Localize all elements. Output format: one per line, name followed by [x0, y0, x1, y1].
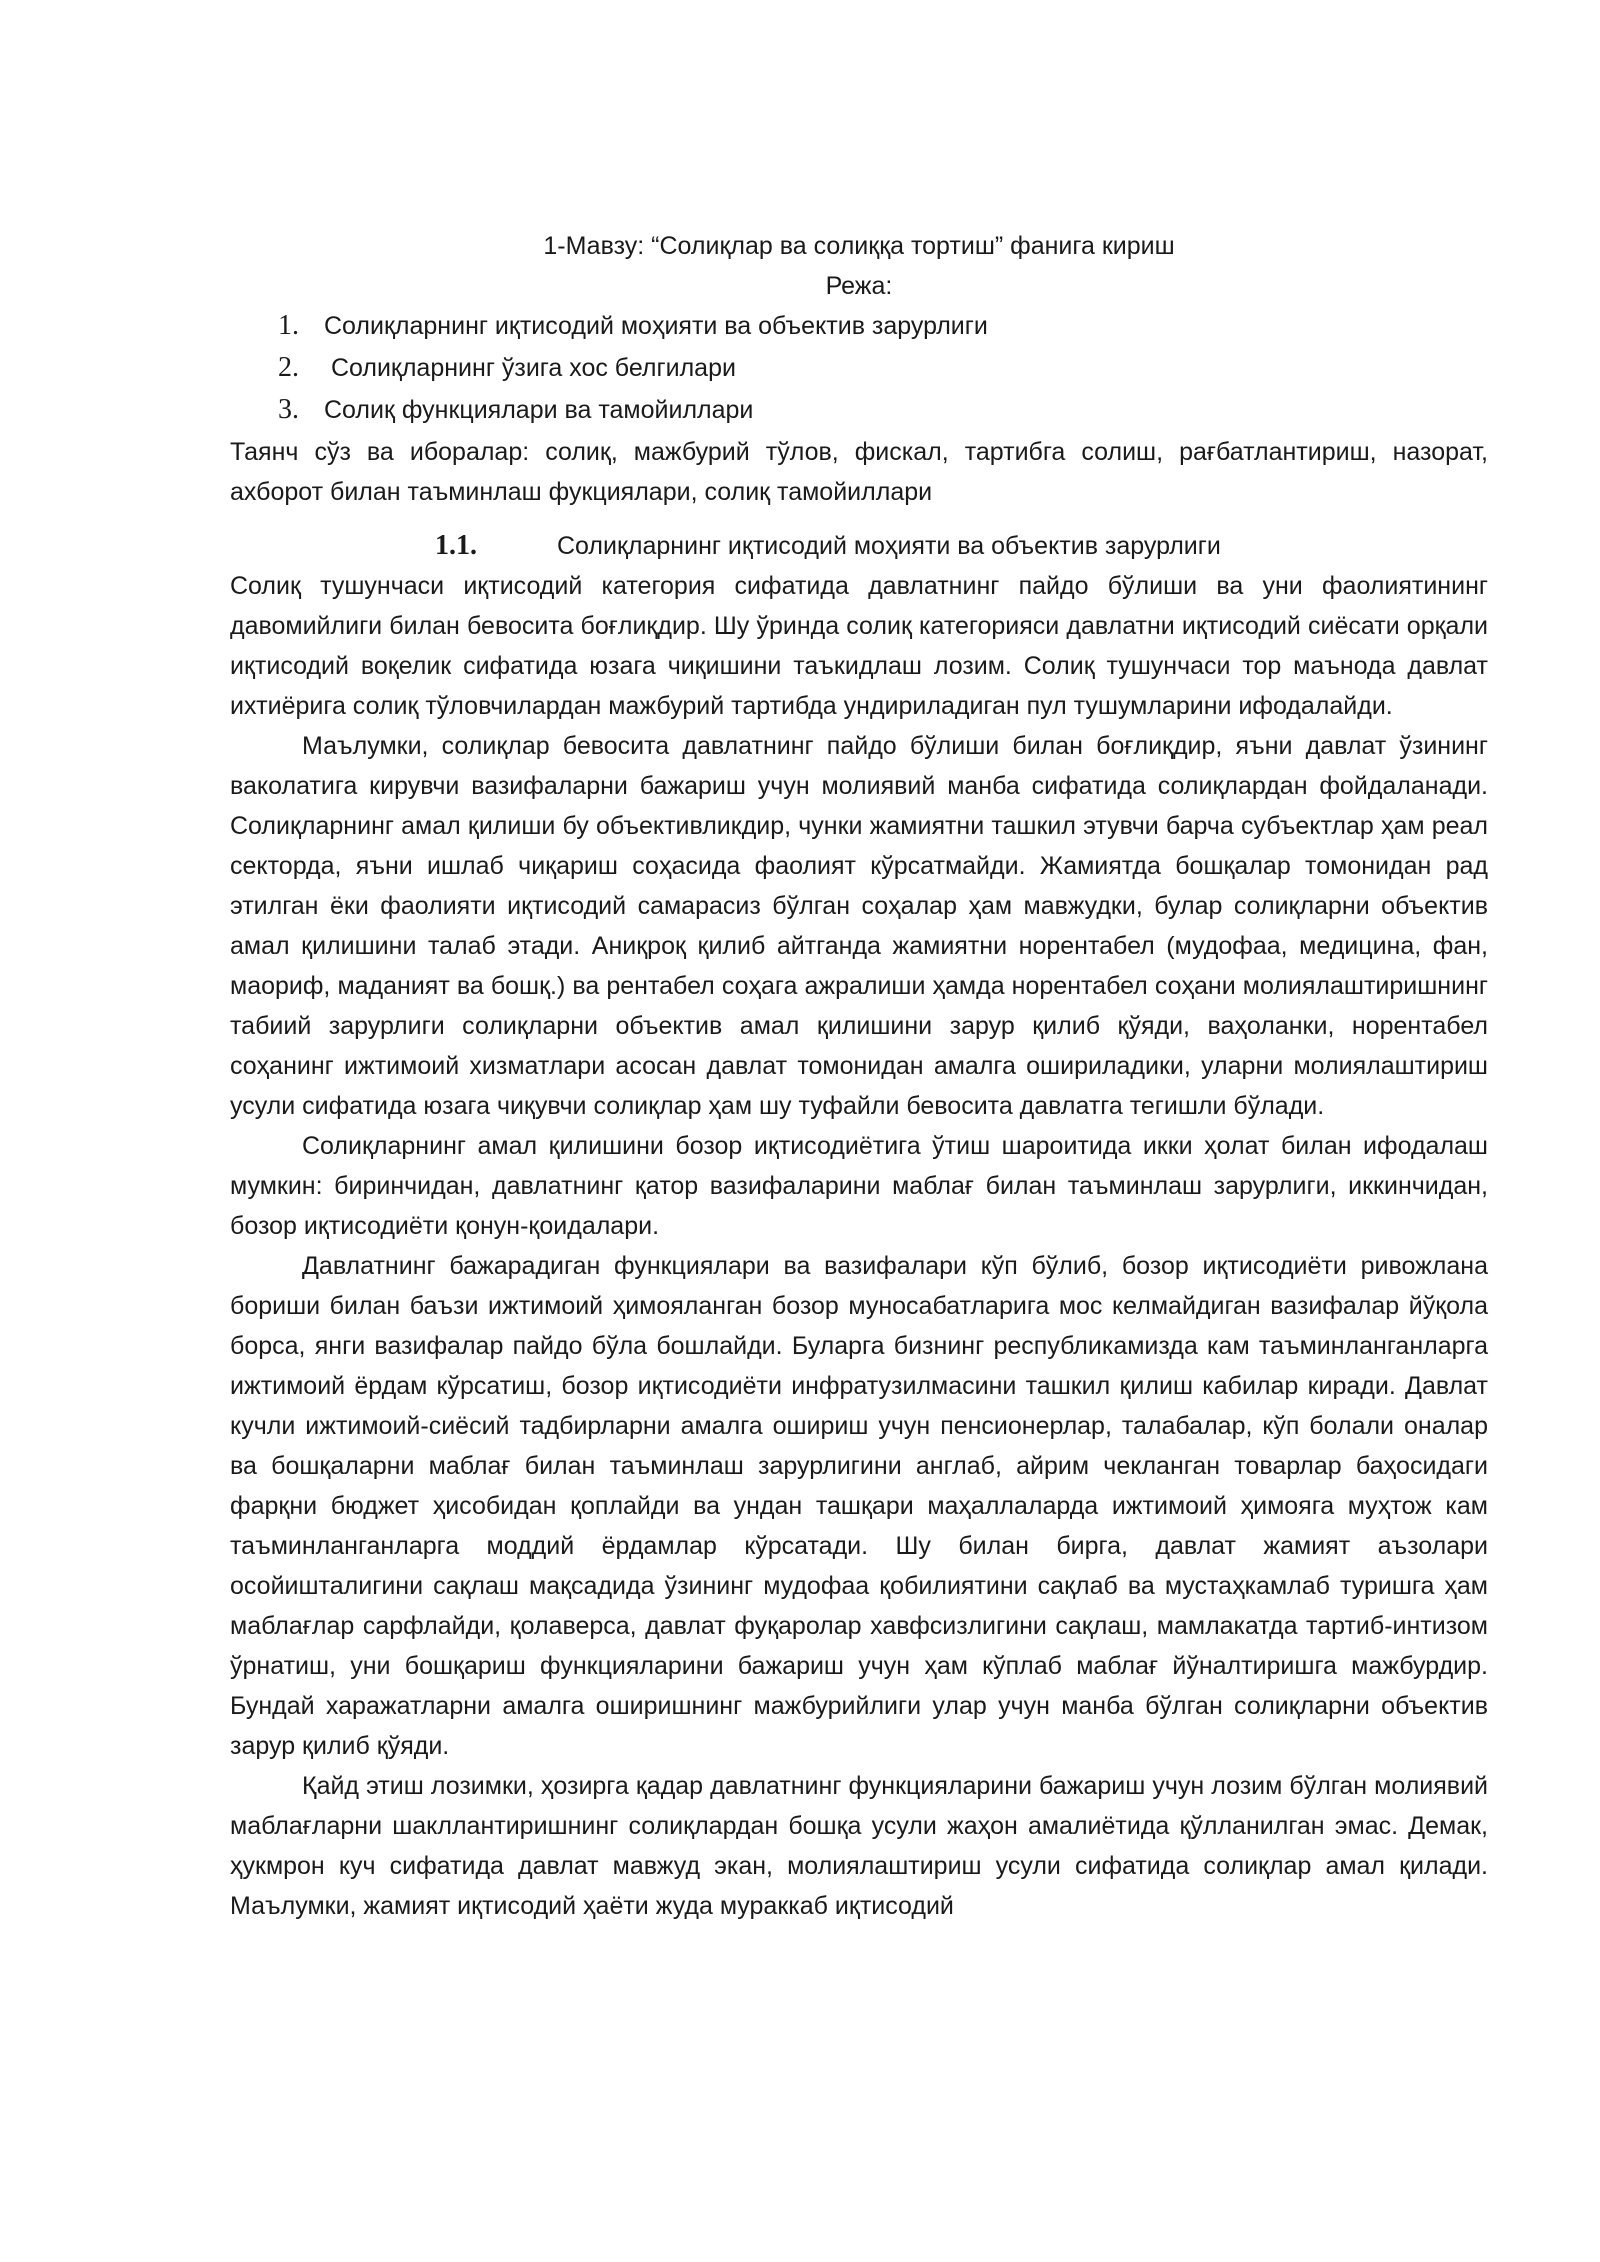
- plan-item-text: Солиқларнинг ўзига хос белгилари: [324, 354, 736, 382]
- plan-item-text: Солиқ функциялари ва тамойиллари: [324, 396, 754, 424]
- body-paragraph: Давлатнинг бажарадиган функциялари ва вазифалари кўп бўлиб, бозор иқтисодиёти ривожлана бориши билан баъзи ижтимоий ҳимояланган бозор муносабатларига мос келмайдиган вазифалар йўқола борса, янги вазифалар пайдо бўла бошлайди. Буларга бизнинг республикамизда кам таъминланганларга ижтимоий ёрдам кўрсатиш, бозор иқтисодиёти инфратузилмасини ташкил қилиш кабилар киради. Давлат кучли ижтимоий-сиёсий тадбирларни амалга ошириш учун пенсионерлар, талабалар, кўп болали оналар ва бошқаларни маблағ билан таъминлаш зарурлигини англаб, айрим чекланган товарлар баҳосидаги фарқни бюджет ҳисобидан қоплайди ва ундан ташқари маҳаллаларда ижтимоий ҳимояга муҳтож кам таъминланганларга моддий ёрдамлар кўрсатади. Шу билан бирга, давлат жамият аъзолари осойишталигини сақлаш мақсадида ўзининг мудофаа қобилиятини сақлаб ва мустаҳкамлаб туришга ҳам маблағлар сарфлайди, қолаверса, давлат фуқаролар хавфсизлигини сақлаш, мамлакатда тартиб-интизом ўрнатиш, уни бошқариш функцияларини бажариш учун ҳам кўплаб маблағ йўналтиришга мажбурдир. Бундай харажатларни амалга оширишнинг мажбурийлиги улар учун манба бўлган солиқларни объектив зарур қилиб қўяди.: [230, 1252, 1488, 1760]
- plan-item: [230, 348, 1488, 390]
- plan-item-number: 1.: [278, 310, 299, 341]
- plan-item-number: 3.: [278, 394, 299, 425]
- body-paragraph: Солиқ тушунчаси иқтисодий категория сифатида давлатнинг пайдо бўлиши ва уни фаолиятининг давомийлиги билан бевосита боғлиқдир. Шу ўринда солиқ категорияси давлатни иқтисодий сиёсати орқали иқтисодий воқелик сифатида юзага чиқишини таъкидлаш лозим. Солиқ тушунчаси тор маънода давлат ихтиёрига солиқ тўловчилардан мажбурий тартибда ундириладиган пул тушумларини ифодалайди.: [230, 572, 1488, 720]
- body-paragraph: Қайд этиш лозимки, ҳозирга қадар давлатнинг функцияларини бажариш учун лозим бўлган молиявий маблағларни шакллантиришнинг солиқлардан бошқа усули жаҳон амалиётида қўлланилган эмас. Демак, ҳукмрон куч сифатида давлат мавжуд экан, молиялаштириш усули сифатида солиқлар амал қилади. Маълумки, жамият иқтисодий ҳаёти жуда мураккаб иқтисодий: [230, 1772, 1488, 1920]
- keywords-paragraph: Таянч сўз ва иборалар: солиқ, мажбурий тўлов, фискал, тартибга солиш, рағбатлантириш, назорат, ахборот билан таъминлаш фукциялари, солиқ тамойиллари: [230, 438, 1488, 506]
- plan-item-text: Солиқларнинг иқтисодий моҳияти ва объектив зарурлиги: [324, 312, 988, 340]
- section-number: 1.1.: [435, 530, 477, 561]
- plan-label: Режа:: [825, 272, 893, 300]
- section-title: Солиқларнинг иқтисодий моҳияти ва объектив зарурлиги: [557, 532, 1221, 560]
- body-paragraph: Солиқларнинг амал қилишини бозор иқтисодиётига ўтиш шароитида икки ҳолат билан ифодалаш мумкин: биринчидан, давлатнинг қатор вазифаларини маблағ билан таъминлаш зарурлиги, иккинчидан, бозор иқтисодиёти қонун-қоидалари.: [230, 1132, 1488, 1240]
- topic-title: 1-Мавзу: “Солиқлар ва солиққа тортиш” фанига кириш: [543, 232, 1175, 260]
- body-paragraph: Маълумки, солиқлар бевосита давлатнинг пайдо бўлиши билан боғлиқдир, яъни давлат ўзининг ваколатига кирувчи вазифаларни бажариш учун молиявий манба сифатида солиқлардан фойдаланади. Солиқларнинг амал қилиши бу объективликдир, чунки жамиятни ташкил этувчи барча субъектлар ҳам реал секторда, яъни ишлаб чиқариш соҳасида фаолият кўрсатмайди. Жамиятда бошқалар томонидан рад этилган ёки фаолияти иқтисодий самарасиз бўлган соҳалар ҳам мавжудки, булар солиқларни объектив амал қилишини талаб этади. Аниқроқ қилиб айтганда жамиятни норентабел (мудофаа, медицина, фан, маориф, маданият ва бошқ.) ва рентабел соҳага ажралиши ҳамда норентабел соҳани молиялаштиришнинг табиий зарурлиги солиқларни объектив амал қилишини зарур қилиб қўяди, ваҳоланки, норентабел соҳанинг ижтимоий хизматлари асосан давлат томонидан амалга ошириладики, уларни молиялаштириш усули сифатида юзага чиқувчи солиқлар ҳам шу туфайли бевосита давлатга тегишли бўлади.: [230, 732, 1488, 1120]
- document-page: [230, 226, 1488, 1926]
- section-heading: [230, 526, 1488, 566]
- plan-item-number: 2.: [278, 352, 299, 383]
- plan-item: [230, 306, 1488, 348]
- plan-list: [230, 306, 1488, 432]
- plan-item: [230, 390, 1488, 432]
